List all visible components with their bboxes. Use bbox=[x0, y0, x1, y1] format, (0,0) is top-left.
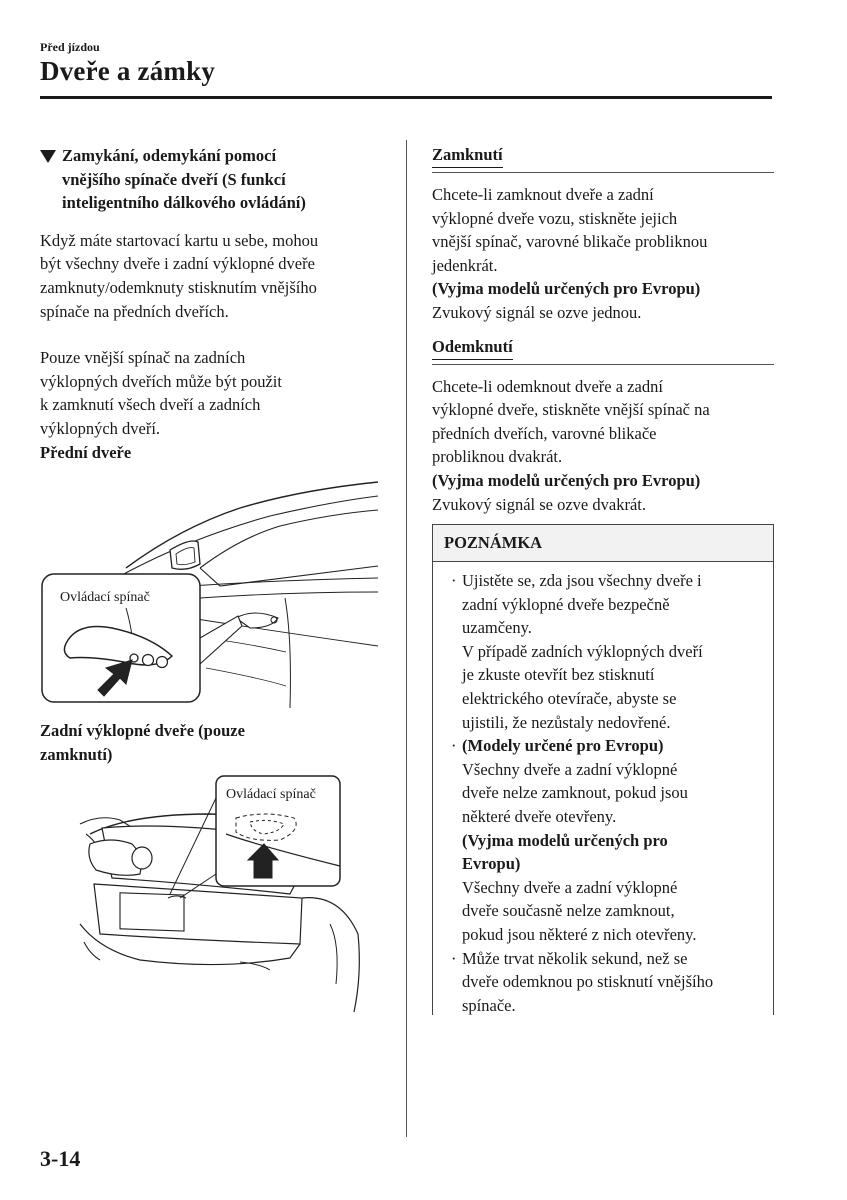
note-box bbox=[432, 524, 774, 1015]
section-label: Před jízdou bbox=[40, 40, 100, 54]
figure-label: Ovládací spínač bbox=[60, 590, 150, 606]
lock-sound: Zvukový signál se ozve jednou. bbox=[432, 302, 642, 322]
rear-switch-paragraph: Pouze vnější spínač na zadních výklopných dveřích může být použit k zamknutí všech dveří a zadních výklopných dveří. bbox=[40, 348, 282, 438]
rear-liftgate-figure bbox=[40, 774, 380, 1014]
heading-line: Zamykání, odemykání pomocí bbox=[62, 146, 277, 165]
figure-label: Ovládací spínač bbox=[226, 787, 316, 803]
intro-paragraph: Když máte startovací kartu u sebe, mohou být všechny dveře i zadní výklopné dveře zamknuty/odemknuty stisknutím vnějšího spínače na předních dveřích. bbox=[40, 230, 319, 321]
bullet: · bbox=[451, 571, 457, 590]
heading-line: inteligentního dálkového ovládání) bbox=[62, 193, 306, 213]
lock-paragraph: Chcete-li zamknout dveře a zadní výklopné dveře vozu, stiskněte jejich vnější spínač, varovné blikače probliknou jedenkrát. (Vyjma modelů určených pro Evropu) Zvukový signál se ozve jednou. bbox=[432, 183, 774, 325]
column-divider bbox=[406, 140, 407, 1137]
triangle-bullet-icon bbox=[40, 150, 56, 163]
title-rule bbox=[40, 96, 772, 99]
note-item: · Ujistěte se, zda jsou všechny dveře i zadní výklopné dveře bezpečně uzamčeny. V případě zadních výklopných dveří je zkuste otevřít bez stisknutí elektrického otevírače, abyste se ujistili, že nezůstaly nedovřené. bbox=[451, 571, 703, 732]
left-column bbox=[40, 144, 372, 1014]
lock-heading: Zamknutí bbox=[432, 143, 503, 168]
page-title: Dveře a zámky bbox=[40, 56, 216, 86]
unlock-exception: (Vyjma modelů určených pro Evropu) bbox=[432, 470, 701, 490]
rear-door-label: Zadní výklopné dveře (pouze zamknutí) bbox=[40, 721, 245, 764]
note-header bbox=[433, 525, 773, 562]
right-column bbox=[432, 143, 774, 516]
note-item: · (Modely určené pro Evropu) Všechny dveře a zadní výklopné dveře nelze zamknout, pokud jsou některé dveře otevřeny. (Vyjma modelů určených pro Evropu) Všechny dveře a zadní výklopné dveře současně nelze zamknout, pokud jsou některé z nich otevřeny. bbox=[451, 736, 697, 944]
section-heading bbox=[40, 144, 372, 215]
front-door-label: Přední dveře bbox=[40, 442, 132, 462]
front-door-figure bbox=[40, 468, 380, 713]
unlock-sound: Zvukový signál se ozve dvakrát. bbox=[432, 494, 646, 514]
note-body bbox=[451, 569, 771, 1017]
bullet: · bbox=[451, 736, 457, 756]
lock-exception: (Vyjma modelů určených pro Evropu) bbox=[432, 279, 701, 299]
heading-line: vnějšího spínače dveří (S funkcí bbox=[62, 169, 286, 189]
page-number: 3-14 bbox=[40, 1146, 81, 1171]
unlock-paragraph: Chcete-li odemknout dveře a zadní výklopné dveře, stiskněte vnější spínač na předních dveřích, varovné blikače probliknou dvakrát. (Vyjma modelů určených pro Evropu) Zvukový signál se ozve dvakrát. bbox=[432, 375, 774, 517]
note-item: · Může trvat několik sekund, než se dveře odemknou po stisknutí vnějšího spínače. bbox=[451, 948, 714, 1015]
note-title: POZNÁMKA bbox=[444, 533, 543, 552]
unlock-heading: Odemknutí bbox=[432, 335, 513, 360]
bullet: · bbox=[451, 948, 457, 968]
